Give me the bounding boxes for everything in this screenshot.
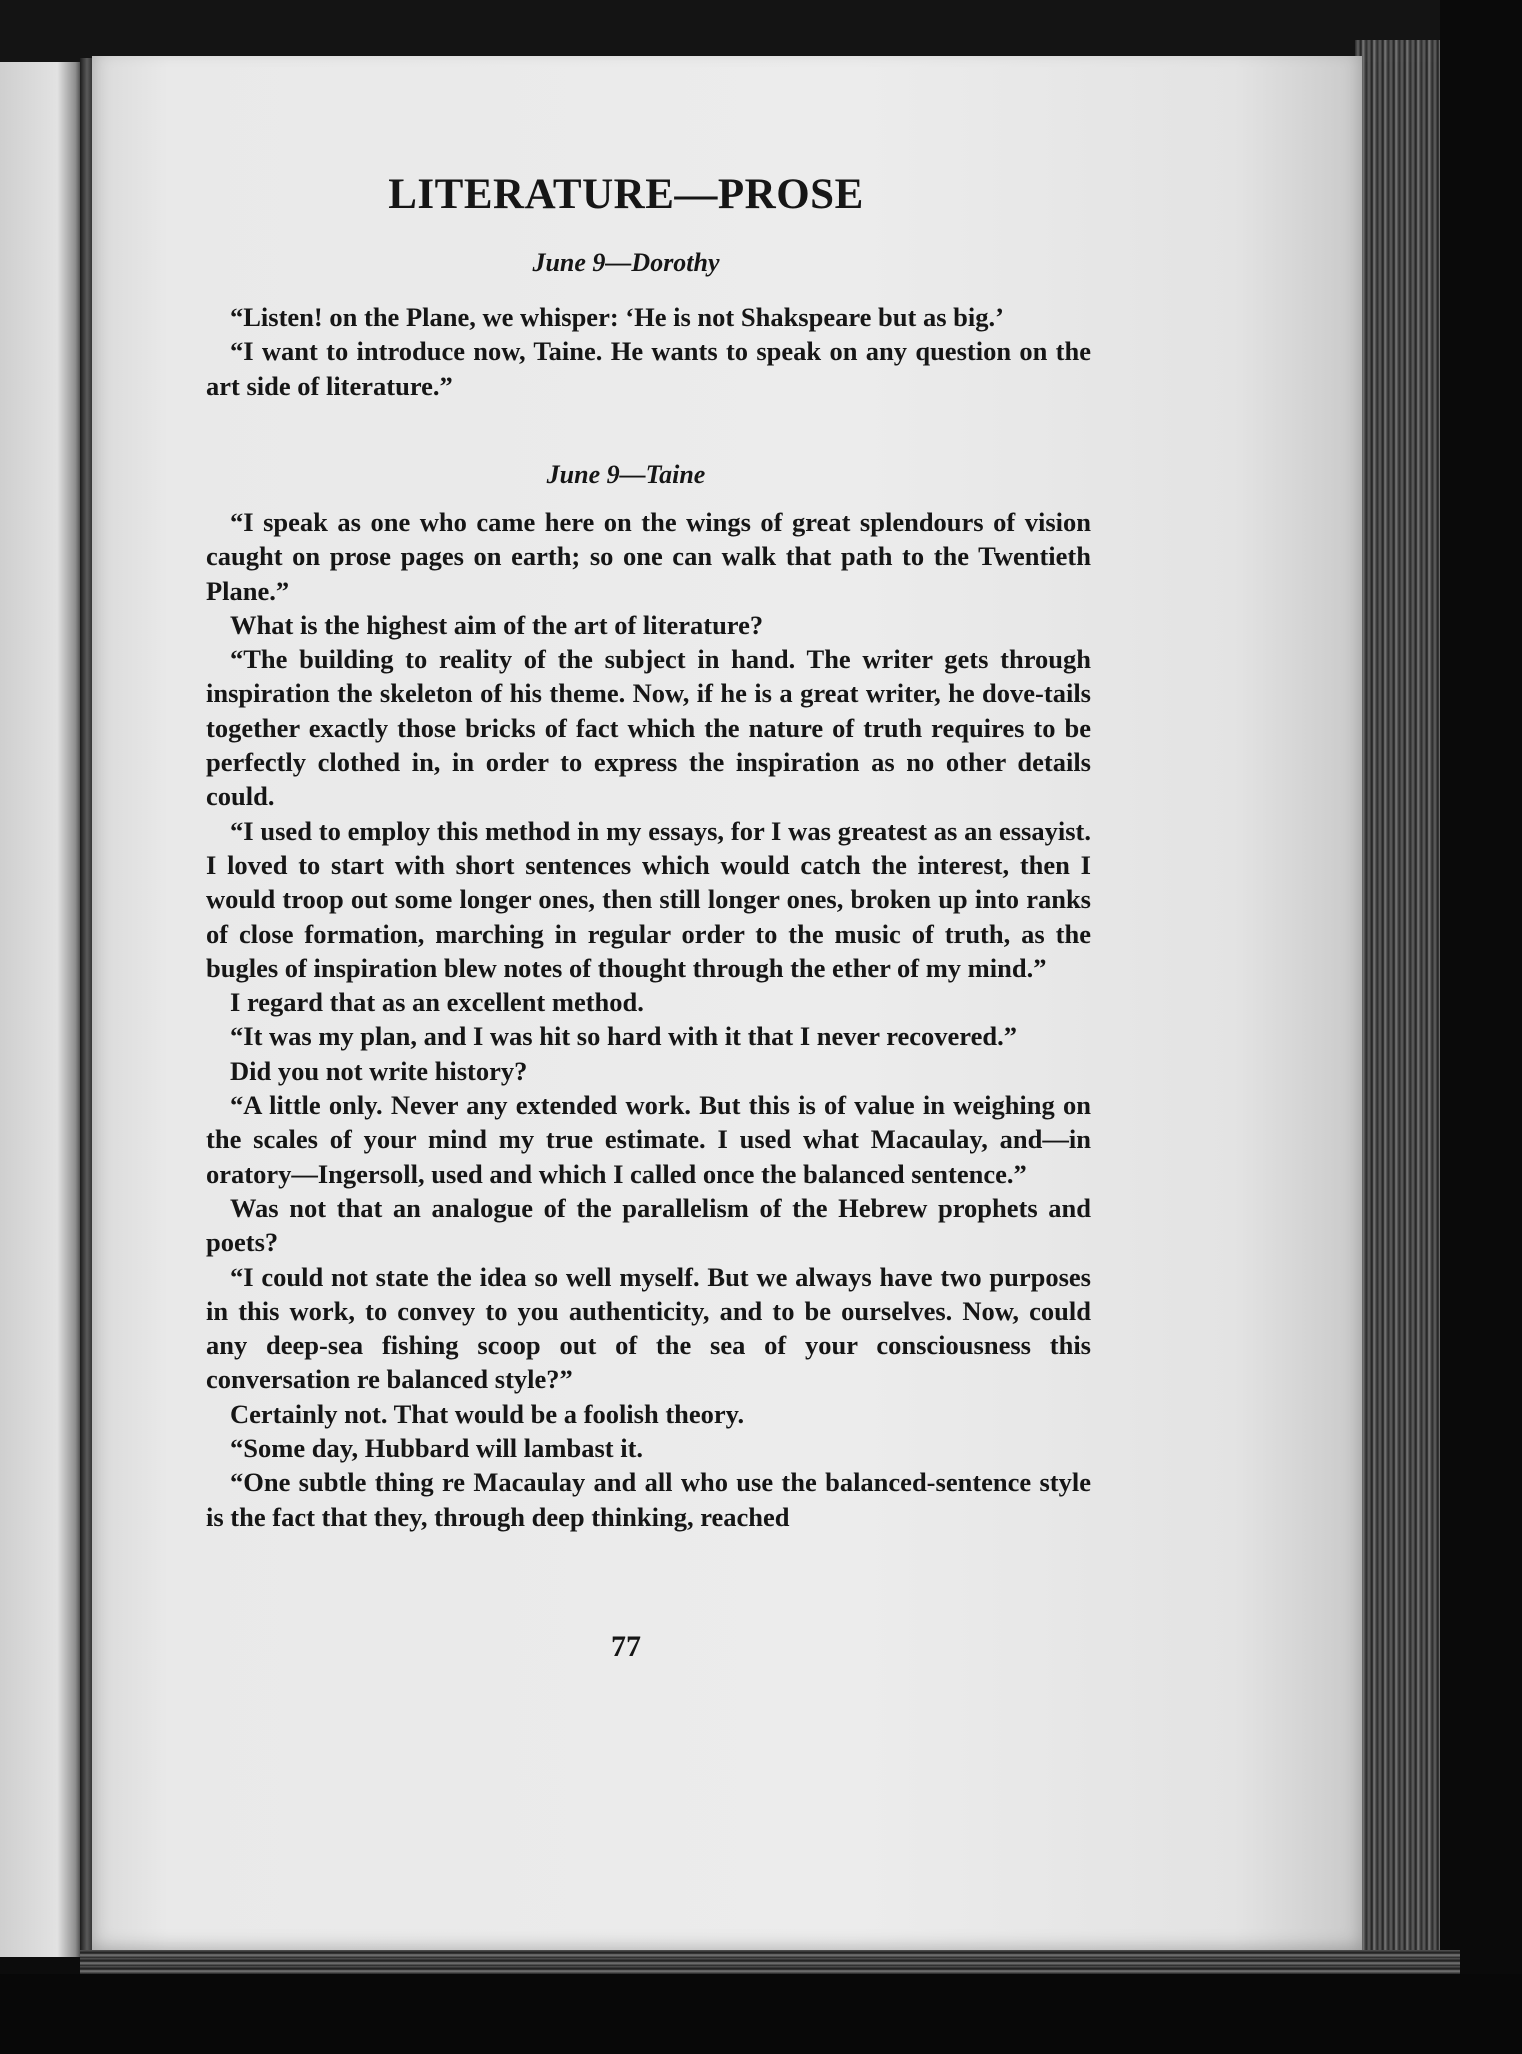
paragraph: “Listen! on the Plane, we whisper: ‘He is not Shakspeare but as big.’ [230, 302, 1004, 332]
paragraph: “A little only. Never any extended work. But this is of value in weighing on the scales of your mind my true estimate. I used what Macaulay, and—in oratory—Ingersoll, used and which I called once the balanced sentence.” [206, 1090, 1091, 1189]
facing-page-edge [0, 62, 82, 1957]
book-cover-edge [1440, 0, 1522, 2054]
section-body-dorothy [206, 300, 1091, 403]
page-stack-bottom [80, 1950, 1460, 1974]
paragraph: “I used to employ this method in my essays, for I was greatest as an essayist. I loved to start with short sentences which would catch the interest, then I would troop out some longer ones, then still longer ones, broken up into ranks of close formation, marching in regular order to the music of truth, as the bugles of inspiration blew notes of thought through the ether of my mind.” [206, 815, 1091, 983]
page-number: 77 [611, 1630, 641, 1663]
paragraph: “Some day, Hubbard will lambast it. [230, 1433, 644, 1464]
scan-bottom-edge [0, 1974, 1522, 2054]
paragraph: “One subtle thing re Macaulay and all who use the balanced-sentence style is the fact that they, through deep thinking, reached [206, 1467, 1091, 1532]
paragraph: “I want to introduce now, Taine. He wants to speak on any question on the art side of literature.” [206, 336, 1091, 401]
paragraph: “I could not state the idea so well myself. But we always have two purposes in this work, to convey to you authenticity, and to be ourselves. Now, could any deep-sea fishing scoop out of the sea of your consciousness this conversation re balanced style?” [206, 1261, 1091, 1395]
chapter-title: LITERATURE—PROSE [388, 171, 864, 218]
section-heading-taine: June 9—Taine [546, 460, 706, 489]
section-heading-dorothy: June 9—Dorothy [532, 248, 720, 277]
paragraph: “It was my plan, and I was hit so hard with it that I never recovered.” [230, 1021, 1017, 1052]
paragraph: Did you not write history? [230, 1055, 528, 1086]
section-body-taine [206, 505, 1091, 1534]
paragraph: Certainly not. That would be a foolish theory. [230, 1398, 745, 1429]
paragraph: “The building to reality of the subject in hand. The writer gets through inspiration the skeleton of his theme. Now, if he is a great writer, he dove-tails together exactly those bricks of fact which the nature of truth requires to be perfectly clothed in, in order to express the inspiration as no other details could. [206, 644, 1091, 812]
paragraph: I regard that as an excellent method. [230, 987, 644, 1018]
paragraph: What is the highest aim of the art of literature? [230, 609, 764, 640]
paragraph: “I speak as one who came here on the wings of great splendours of vision caught on prose pages on earth; so one can walk that path to the Twentieth Plane.” [206, 507, 1091, 606]
scan-top-edge [0, 0, 1522, 62]
paragraph: Was not that an analogue of the parallelism of the Hebrew prophets and poets? [206, 1192, 1091, 1258]
page-stack-edge [1355, 40, 1445, 1970]
